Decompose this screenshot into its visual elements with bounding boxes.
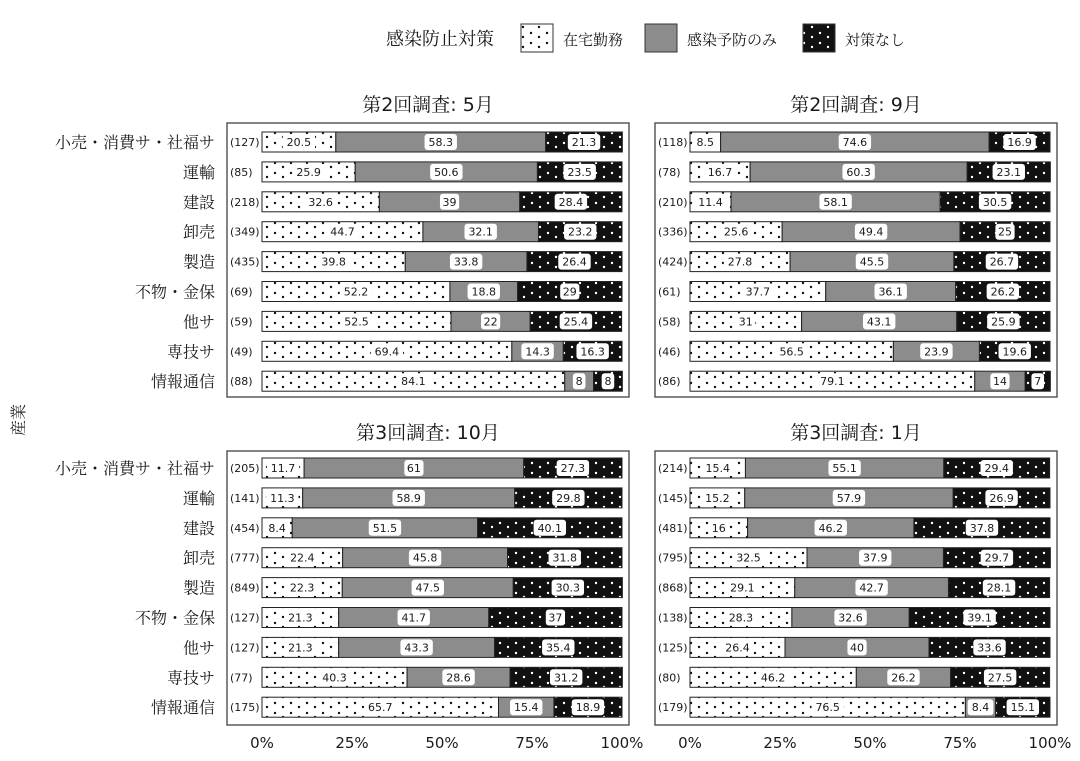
panel-title: 第2回調査: 5月 [362,94,494,116]
data-label: 8.4 [268,521,286,535]
bar-row [55,132,622,152]
sample-count-label: (46) [658,345,681,359]
data-label: 22 [483,315,498,329]
sample-count-label: (205) [230,462,260,475]
category-label: 卸売 [182,222,215,242]
bar-row [658,518,1050,538]
data-label: 22.4 [290,551,315,565]
data-label: 23.9 [924,345,949,359]
sample-count-label: (77) [230,671,253,685]
data-label: 36.1 [878,285,903,299]
data-label: 52.5 [344,315,369,329]
bar-row [658,282,1050,302]
sample-count-label: (141) [230,491,260,505]
x-tick-label: 0% [250,734,274,752]
data-label: 21.3 [288,641,313,655]
data-label: 61 [406,462,421,475]
data-label: 58.9 [396,491,421,505]
legend-label-none: 対策なし [845,31,906,49]
legend-swatch-none [803,24,835,52]
x-tick-label: 50% [853,734,887,752]
chart-panels [55,94,1071,752]
sample-count-label: (118) [658,136,688,149]
data-label: 49.4 [858,225,884,239]
data-label: 79.1 [820,375,845,389]
sample-count-label: (85) [230,165,253,179]
data-label: 15.2 [705,491,730,505]
data-label: 60.3 [846,165,871,179]
data-label: 27.8 [727,255,753,269]
data-label: 58.1 [823,195,848,209]
data-label: 41.7 [401,611,426,625]
bar-row [167,667,622,687]
data-label: 15.1 [1010,701,1036,715]
legend-label-wfh: 在宅勤務 [563,31,624,49]
bar-row [658,371,1050,391]
data-label: 47.5 [415,581,441,595]
sample-count-label: (179) [658,701,688,715]
bar-row [658,311,1050,331]
sample-count-label: (49) [230,345,253,359]
bar-row [658,697,1050,717]
bar-row [183,252,622,272]
data-label: 8.5 [696,136,715,149]
bar-row [55,458,622,478]
data-label: 14.3 [525,345,550,359]
data-label: 39 [442,195,457,209]
data-label: 8.4 [971,701,990,715]
data-label: 37.9 [862,551,888,565]
sample-count-label: (210) [658,195,688,209]
sample-count-label: (88) [230,375,253,389]
panel-4 [655,422,1071,752]
legend-swatch-prevention [645,24,677,52]
sample-count-label: (777) [230,551,260,565]
sample-count-label: (424) [658,255,688,269]
data-label: 22.3 [289,581,315,595]
data-label: 40.3 [322,671,347,685]
bar-row [183,222,622,242]
data-label: 57.9 [836,491,862,505]
sample-count-label: (175) [230,701,260,715]
data-label: 15.4 [513,701,539,715]
data-label: 26.2 [891,671,916,685]
data-label: 23.5 [567,165,592,179]
data-label: 25.6 [723,225,749,239]
data-label: 58.3 [428,136,453,149]
bar-row [658,637,1050,657]
sample-count-label: (58) [658,315,681,329]
data-label: 30.5 [982,195,1008,209]
data-label: 29.7 [984,551,1010,565]
data-label: 30.3 [555,581,581,595]
data-label: 29.8 [556,491,581,505]
category-label: 他サ [182,638,215,658]
x-tick-label: 25% [763,734,797,752]
sample-count-label: (214) [658,462,688,475]
bar-row [183,192,622,212]
bar-row [658,608,1050,628]
bar-row [658,488,1050,508]
data-label: 33.6 [977,641,1002,655]
data-label: 32.6 [838,611,863,625]
data-label: 45.5 [859,255,885,269]
sample-count-label: (868) [658,581,688,595]
sample-count-label: (127) [230,611,260,625]
sample-count-label: (59) [230,315,253,329]
data-label: 29 [562,285,577,299]
data-label: 31.8 [552,551,578,565]
x-tick-label: 75% [515,734,549,752]
panel-2 [655,94,1057,397]
data-label: 27.5 [987,671,1013,685]
sample-count-label: (61) [658,285,681,299]
data-label: 39.8 [321,255,346,269]
bar-row [135,282,622,302]
data-label: 28.6 [446,671,471,685]
sample-count-label: (138) [658,611,688,625]
x-tick-label: 100% [600,734,644,752]
category-label: 運輸 [182,488,215,508]
bar-row [135,608,622,628]
data-label: 37.7 [745,285,771,299]
bar-row [183,578,622,598]
bar-row [658,341,1050,361]
bar-row [183,311,622,331]
data-label: 19.6 [1002,345,1027,359]
data-label: 37.8 [969,521,995,535]
category-label: 情報通信 [150,372,215,392]
category-label: 建設 [182,518,215,538]
data-label: 28.4 [558,195,584,209]
bar-row [183,637,622,657]
panel-title: 第3回調査: 1月 [790,422,922,444]
data-label: 84.1 [401,375,426,389]
x-tick-label: 75% [943,734,977,752]
sample-count-label: (481) [658,521,688,535]
data-label: 20.5 [286,136,312,149]
category-label: 製造 [182,252,215,272]
data-label: 51.5 [372,521,398,535]
category-label: 不物・金保 [134,282,215,302]
data-label: 39.1 [967,611,992,625]
sample-count-label: (218) [230,195,260,209]
data-label: 8 [604,375,612,389]
bar-row [658,162,1050,182]
category-label: 卸売 [182,548,215,568]
data-label: 31.2 [553,671,579,685]
data-label: 26.2 [990,285,1016,299]
data-label: 29.1 [730,581,755,595]
bar-row [658,578,1050,598]
data-label: 69.4 [374,345,400,359]
data-label: 52.2 [343,285,369,299]
category-label: 建設 [182,192,215,212]
bar-row [658,252,1050,272]
sample-count-label: (145) [658,491,688,505]
data-label: 26.7 [989,255,1015,269]
legend-title: 感染防止対策 [386,29,494,50]
bar-row [658,222,1050,242]
data-label: 42.7 [859,581,884,595]
category-label: 運輸 [182,162,215,182]
data-label: 25.9 [991,315,1016,329]
category-label: 製造 [182,578,215,598]
data-label: 65.7 [368,701,393,715]
data-label: 28.3 [728,611,754,625]
sample-count-label: (127) [230,136,260,149]
data-label: 31 [738,315,753,329]
legend-label-prevention: 感染予防のみ [687,31,778,49]
data-label: 74.6 [842,136,868,149]
sample-count-label: (336) [658,225,688,239]
bar-row [658,548,1050,568]
category-label: 小売・消費サ・社福サ [54,459,215,478]
data-label: 18.8 [471,285,497,299]
data-label: 55.1 [832,462,857,475]
sample-count-label: (78) [658,165,681,179]
sample-count-label: (454) [230,521,260,535]
data-label: 46.2 [818,521,844,535]
bar-row [183,488,622,508]
bar-row [183,162,622,182]
sample-count-label: (86) [658,375,681,389]
sample-count-label: (849) [230,581,260,595]
bar-row [183,548,622,568]
data-label: 16 [711,521,726,535]
data-label: 21.3 [571,136,597,149]
data-label: 23.2 [567,225,593,239]
data-label: 16.7 [707,165,733,179]
data-label: 50.6 [434,165,459,179]
legend-swatch-wfh [521,24,553,52]
data-label: 29.4 [984,462,1009,475]
category-label: 小売・消費サ・社福サ [54,133,215,152]
data-label: 35.4 [546,641,571,655]
bar-row [183,518,622,538]
x-tick-label: 100% [1028,734,1072,752]
x-tick-label: 25% [335,734,369,752]
data-label: 11.3 [270,491,295,505]
data-label: 37 [548,611,563,625]
data-label: 26.4 [562,255,587,269]
data-label: 43.3 [404,641,429,655]
data-label: 23.1 [996,165,1022,179]
panel-title: 第2回調査: 9月 [790,94,922,116]
data-label: 45.8 [412,551,438,565]
bar-row [658,132,1050,152]
data-label: 8 [575,375,583,389]
legend [386,24,905,52]
bar-row [167,341,622,361]
sample-count-label: (349) [230,225,260,239]
data-label: 56.5 [779,345,804,359]
sample-count-label: (80) [658,671,681,685]
data-label: 26.9 [989,491,1014,505]
data-label: 40.1 [537,521,563,535]
data-label: 43.1 [866,315,892,329]
data-label: 32.6 [308,195,333,209]
sample-count-label: (795) [658,551,688,565]
bar-row [658,192,1050,212]
data-label: 25.9 [296,165,321,179]
panel-1 [55,94,629,397]
data-label: 15.4 [705,462,730,475]
bar-row [151,371,622,391]
data-label: 40 [850,641,865,655]
data-label: 21.3 [288,611,313,625]
data-label: 7 [1034,375,1042,389]
bar-row [658,458,1050,478]
data-label: 46.2 [760,671,786,685]
data-label: 16.3 [580,345,605,359]
bar-row [658,667,1050,687]
y-axis-label: 産業 [9,403,28,437]
panel-title: 第3回調査: 10月 [356,422,500,444]
sample-count-label: (435) [230,255,260,269]
data-label: 76.5 [815,701,840,715]
data-label: 25.4 [563,315,589,329]
data-label: 14 [992,375,1007,389]
data-label: 33.8 [453,255,479,269]
data-label: 25 [998,225,1012,239]
category-label: 他サ [182,312,215,332]
category-label: 不物・金保 [134,608,215,628]
data-label: 11.7 [270,462,296,475]
sample-count-label: (127) [230,641,260,655]
category-label: 情報通信 [150,698,215,718]
data-label: 28.1 [986,581,1012,595]
panel-3 [55,422,643,752]
data-label: 11.4 [698,195,723,209]
category-label: 専技サ [166,342,215,362]
x-tick-label: 0% [678,734,702,752]
data-label: 32.1 [468,225,493,239]
sample-count-label: (69) [230,285,253,299]
bar-row [151,697,622,717]
data-label: 44.7 [330,225,355,239]
data-label: 27.3 [560,462,586,475]
sample-count-label: (125) [658,641,688,655]
data-label: 26.4 [725,641,750,655]
data-label: 18.9 [575,701,601,715]
x-tick-label: 50% [425,734,459,752]
data-label: 32.5 [736,551,761,565]
category-label: 専技サ [166,668,215,688]
data-label: 16.9 [1007,136,1032,149]
